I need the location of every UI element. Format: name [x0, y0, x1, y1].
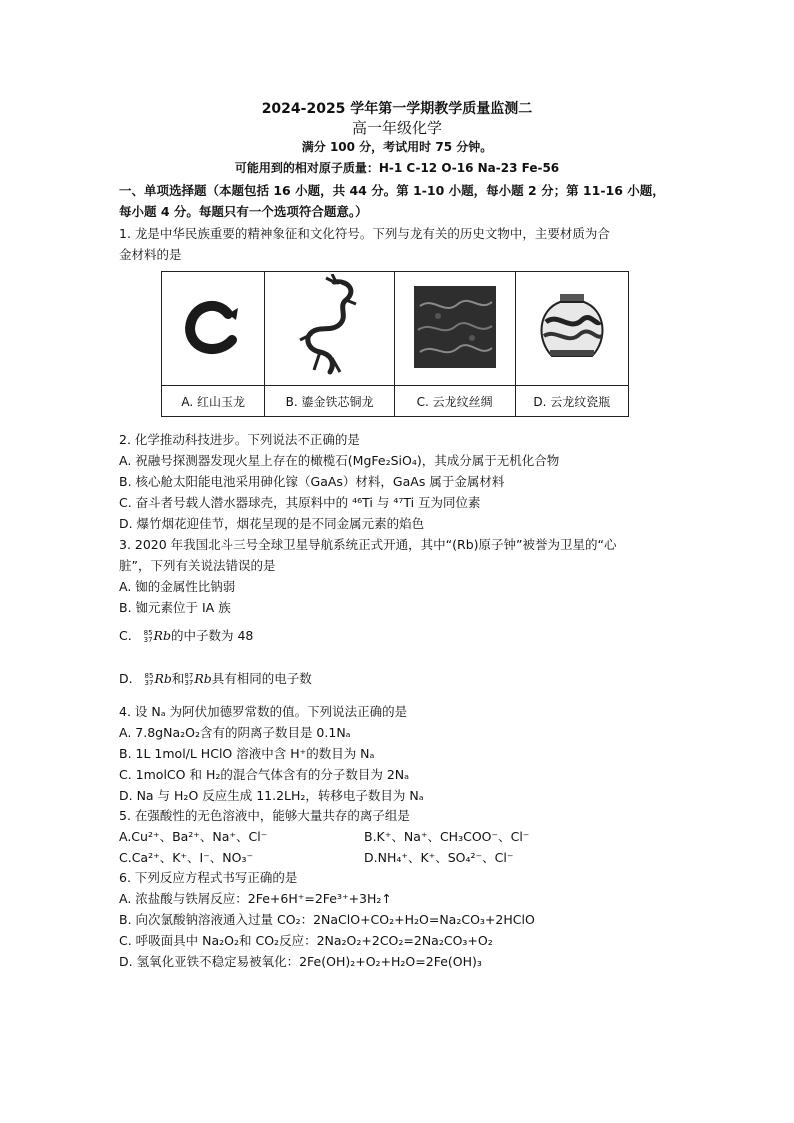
- atomic-number: 37: [143, 635, 153, 644]
- bronze-dragon-image: [265, 272, 394, 386]
- q2-option-b: B. 核心舱太阳能电池采用砷化镓（GaAs）材料，GaAs 属于金属材料: [119, 474, 505, 489]
- q4-option-a: A. 7.8gNa₂O₂含有的阴离子数目是 0.1Nₐ: [119, 725, 351, 740]
- q4-option-c: C. 1molCO 和 H₂的混合气体含有的分子数目为 2Nₐ: [119, 767, 410, 782]
- rb-symbol: Rb: [154, 671, 172, 686]
- isotope-notation: [184, 673, 193, 687]
- q3-option-a: A. 铷的金属性比钠弱: [119, 579, 236, 594]
- q6-option-a: A. 浓盐酸与铁屑反应：2Fe+6H⁺=2Fe³⁺+3H₂↑: [119, 891, 392, 906]
- jade-dragon-image: [162, 272, 265, 386]
- option-text: 的中子数为 48: [170, 628, 254, 643]
- subject-title: 高一年级化学: [351, 119, 442, 137]
- option-letter: C.: [119, 628, 132, 643]
- atomic-mass-line: 可能用到的相对原子质量：H-1 C-12 O-16 Na-23 Fe-56: [234, 161, 560, 175]
- q1-image-table: [161, 271, 629, 417]
- q5-options-row1: [119, 827, 679, 845]
- atomic-number: 37: [144, 678, 154, 687]
- q5-option-d: D.NH₄⁺、K⁺、SO₄²⁻、Cl⁻: [364, 850, 514, 865]
- q3-option-b: B. 铷元素位于 IA 族: [119, 600, 231, 615]
- porcelain-vase-image: [515, 272, 628, 386]
- isotope-notation: [145, 673, 154, 687]
- q2-stem: 2. 化学推动科技进步。下列说法不正确的是: [119, 432, 360, 447]
- q2-option-a: A. 祝融号探测器发现火星上存在的橄榄石(MgFe₂SiO₄)，其成分属于无机化合物: [119, 453, 560, 468]
- silk-icon: [414, 286, 496, 368]
- exam-info: 满分 100 分，考试用时 75 分钟。: [301, 140, 493, 154]
- q1-stem-cont: 金材料的是: [119, 247, 182, 262]
- q6-option-d: D. 氢氧化亚铁不稳定易被氧化：2Fe(OH)₂+O₂+H₂O=2Fe(OH)₃: [119, 954, 482, 969]
- section-heading: 一、单项选择题（本题包括 16 小题，共 44 分。第 1-10 小题，每小题 2 分；第 11-16 小题，: [119, 183, 665, 198]
- vase-icon: [534, 292, 610, 362]
- q2-option-d: D. 爆竹烟花迎佳节，烟花呈现的是不同金属元素的焰色: [119, 516, 425, 531]
- mass-number: 85: [144, 671, 154, 680]
- rb-symbol: Rb: [194, 671, 212, 686]
- section-heading-cont: 每小题 4 分。每题只有一个选项符合题意。）: [119, 204, 368, 219]
- q5-option-b: B.K⁺、Na⁺、CH₃COO⁻、Cl⁻: [364, 829, 530, 844]
- q4-option-d: D. Na 与 H₂O 反应生成 11.2LH₂，转移电子数目为 Nₐ: [119, 788, 424, 803]
- q5-option-a: A.Cu²⁺、Ba²⁺、Na⁺、Cl⁻: [119, 829, 268, 844]
- q1-stem: 1. 龙是中华民族重要的精神象征和文化符号。下列与龙有关的历史文物中，主要材质为合: [119, 226, 610, 241]
- q4-stem: 4. 设 Nₐ 为阿伏加德罗常数的值。下列说法正确的是: [119, 704, 408, 719]
- option-c-caption: C. 云龙纹丝绸: [394, 386, 515, 417]
- q3-option-c: [119, 626, 679, 644]
- isotope-notation: [144, 630, 153, 644]
- q6-option-b: B. 向次氯酸钠溶液通入过量 CO₂：2NaClO+CO₂+H₂O=Na₂CO₃+2HClO: [119, 912, 535, 927]
- option-b-caption: B. 鎏金铁芯铜龙: [265, 386, 394, 417]
- option-connector: 和: [171, 671, 185, 686]
- exam-title: 2024-2025 学年第一学期教学质量监测二: [261, 101, 533, 117]
- q6-stem: 6. 下列反应方程式书写正确的是: [119, 870, 298, 885]
- q4-option-b: B. 1L 1mol/L HClO 溶液中含 H⁺的数目为 Nₐ: [119, 746, 375, 761]
- option-a-caption: A. 红山玉龙: [162, 386, 265, 417]
- q2-option-c: C. 奋斗者号载人潜水器球壳，其原料中的 ⁴⁶Ti 与 ⁴⁷Ti 互为同位素: [119, 495, 481, 510]
- bronze-dragon-icon: [290, 274, 370, 379]
- q6-option-c: C. 呼吸面具中 Na₂O₂和 CO₂反应：2Na₂O₂+2CO₂=2Na₂CO₃+O₂: [119, 933, 493, 948]
- q3-option-d: [119, 669, 679, 687]
- q5-stem: 5. 在强酸性的无色溶液中，能够大量共存的离子组是: [119, 808, 410, 823]
- rb-symbol: Rb: [153, 628, 171, 643]
- jade-dragon-icon: [178, 292, 248, 362]
- silk-image: [394, 272, 515, 386]
- mass-number: 87: [184, 671, 194, 680]
- q3-stem: 3. 2020 年我国北斗三号全球卫星导航系统正式开通，其中“(Rb)原子钟”被誉为卫星的“心: [119, 537, 617, 552]
- option-d-caption: D. 云龙纹瓷瓶: [515, 386, 628, 417]
- q5-options-row2: [119, 848, 679, 866]
- mass-number: 85: [143, 628, 153, 637]
- option-text: 具有相同的电子数: [211, 671, 312, 686]
- atomic-number: 37: [184, 678, 194, 687]
- option-letter: D.: [119, 671, 133, 686]
- q3-stem-cont: 脏”，下列有关说法错误的是: [119, 558, 276, 573]
- q5-option-c: C.Ca²⁺、K⁺、I⁻、NO₃⁻: [119, 850, 254, 865]
